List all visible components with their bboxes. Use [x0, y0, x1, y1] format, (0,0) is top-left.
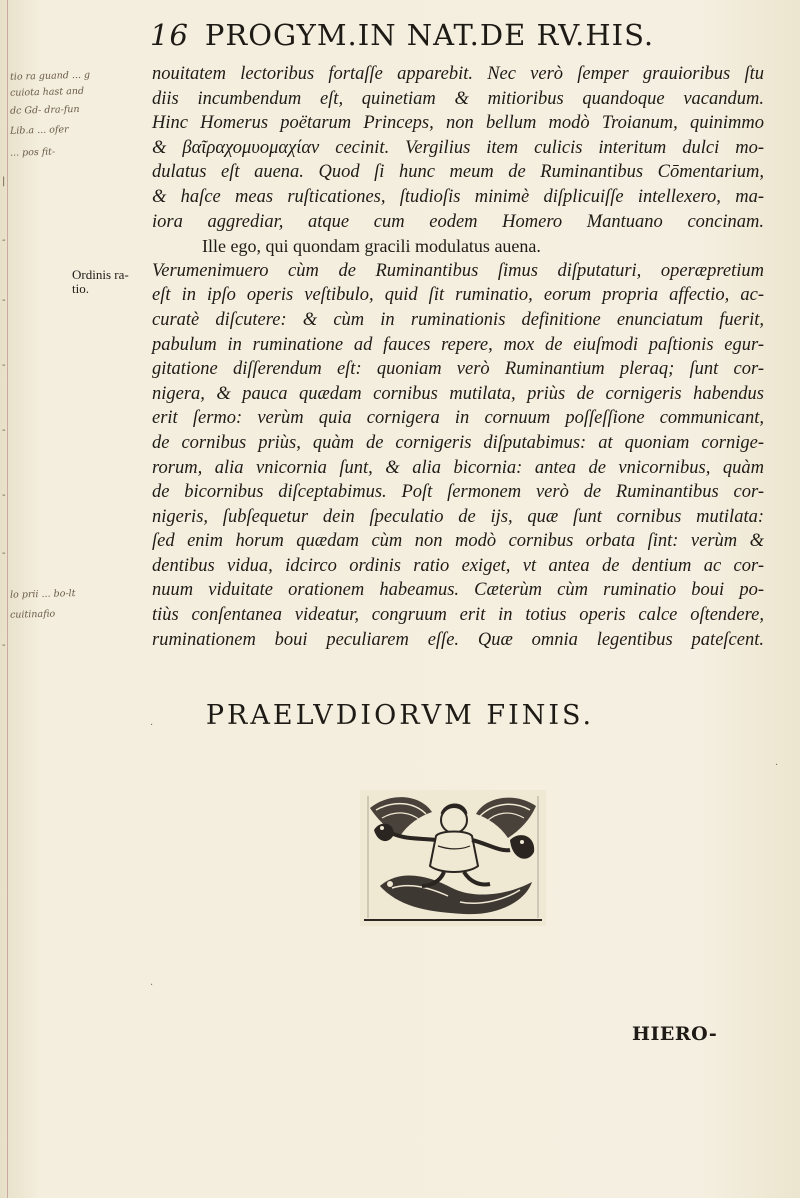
ink-fleck: ·: [150, 980, 154, 991]
text-line: ſed enim horum quædam cùm non modò cornibus orbata ſint: verùm &: [152, 531, 764, 552]
manuscript-note: lo prii ... bo-lt: [9, 588, 76, 601]
margin-tick: -: [2, 360, 6, 371]
verse-quotation: Ille ego, qui quondam gracili modulatus auena.: [202, 236, 541, 257]
manuscript-note: Lib.a ... ofer: [9, 124, 69, 137]
manuscript-note: dc Gd- dra-fun: [9, 103, 80, 117]
text-line: erit ſermo: verùm quia cornigera in cornuum poſſeſſione communicant,: [152, 408, 764, 429]
text-line: gitatione diſſerendum eſt: quoniam verò Ruminantium pleraq; ſunt cor-: [152, 359, 764, 380]
ink-fleck: ·: [150, 720, 154, 731]
text-line: pabulum in ruminatione ad fauces repere, mox de eiuſmodi paſtionis egur-: [152, 334, 764, 355]
margin-tick: -: [2, 490, 6, 501]
running-header: [150, 18, 710, 52]
text-line: rorum, alia vnicornia ſunt, & alia bicornia: antea de vnicornibus, quàm: [152, 457, 764, 478]
margin-tick: -: [2, 295, 6, 306]
margin-tick: -: [2, 425, 6, 436]
text-line: dulatus eſt auena. Quod ſi hunc meum de Ruminantibus Cōmentarium,: [152, 162, 764, 183]
manuscript-note: cuiota hast and: [9, 85, 85, 99]
margin-tick: -: [2, 640, 6, 651]
body-text: [152, 62, 764, 652]
text-line: de cornibus priùs, quàm de cornigeris diſputabimus: at quoniam cornige-: [152, 432, 764, 453]
text-line: diis incumbendum eſt, quinetiam & mitioribus quandoque vacandum.: [152, 88, 764, 109]
text-line: nouitatem lectoribus fortaſſe apparebit. Nec verò ſemper grauioribus ſtu: [152, 64, 764, 84]
woodcut-ornament: [360, 790, 546, 926]
running-title: PROGYM.IN NAT.DE RV.HIS.: [204, 18, 655, 52]
text-line: nigera, & pauca quædam cornibus mutilata, priùs de cornigeris habendus: [152, 383, 764, 404]
manuscript-note: ... pos fit-: [9, 146, 56, 159]
text-line: Hinc Homerus poëtarum Princeps, non bellum modò Troianum, quinimmo: [152, 113, 764, 134]
page-number: 16: [150, 18, 189, 52]
margin-tick: -: [2, 548, 6, 559]
text-line: tiùs conſentanea videatur, congruum erit in totius operis calce oſtendere,: [152, 605, 764, 626]
closing-title: PRAELVDIORVM FINIS.: [205, 700, 595, 731]
text-line: & haſce meas ruſticationes, ſtudioſis minimè diſplicuiſſe intellexero, ma-: [152, 186, 764, 207]
text-line: curatè diſcutere: & cùm in ruminationis definitione enunciatum fuerit,: [152, 309, 764, 330]
manuscript-note: cuitinafio: [9, 608, 56, 621]
text-line: de bicornibus diſceptabimus. Poſt ſermonem verò de Ruminantibus cor-: [152, 482, 764, 503]
manuscript-note: tio ra guand ... g: [9, 69, 91, 83]
text-line: & βαῖραχομυομαχίαν cecinit. Vergilius item culicis interitum dulci mo-: [152, 137, 764, 158]
text-line: nuum viduitate orationem habeamus. Cæterùm cùm ruminatio boui po-: [152, 580, 764, 601]
text-line: dentibus vidua, idcirco ordinis ratio exiget, vt antea de dentium ac cor-: [152, 555, 764, 576]
text-line: nigeris, ſubſequetur dein ſpeculatio de ijs, quæ ſunt cornibus mutilata:: [152, 506, 764, 527]
text-line: eſt in ipſo operis veſtibulo, quid ſit ruminatio, eorum propria affectio, ac-: [152, 285, 764, 306]
text-line: ruminationem boui peculiarem eſſe. Quæ omnia legentibus pateſcent.: [152, 629, 764, 650]
catchword: HIERO-: [632, 1023, 718, 1045]
margin-tick: |: [2, 176, 6, 187]
ink-fleck: ·: [775, 760, 779, 771]
text-line: iora aggrediar, atque cum eodem Homero Mantuano concinam.: [152, 211, 764, 232]
text-line: Verumenimuero cùm de Ruminantibus ſimus diſputaturi, operæpretium: [152, 260, 764, 281]
printed-margin-note: Ordinis ra- tio.: [72, 267, 129, 296]
margin-tick: -: [2, 235, 6, 246]
